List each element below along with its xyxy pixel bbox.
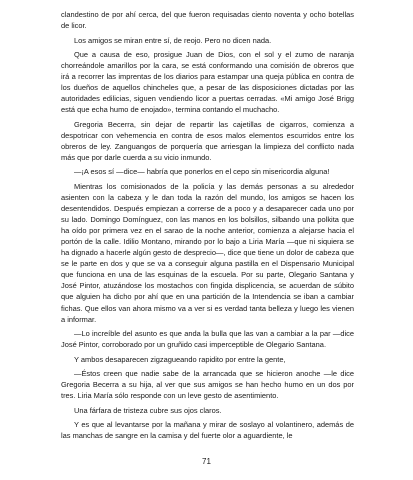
paragraph-6: Mientras los comisionados de la policía y las demás personas a su alrededor asienten con la cabeza y le dan toda la razón del mundo, los amigos se hacen los desentendidos. Después empiezan a correrse de a poco y a desaparecer cada uno por su lado. Domingo Domínguez, con las manos en los bolsillos, silbando una polkita que ha oído por primera vez en el sarao de la noche anterior, comienza a alejarse hacia el portón de la calle. Idilio Montano, mirando por lo bajo a Liria María —que ni siquiera se ha dignado a hacerle algún gesto de desprecio—, dice que tiene un dolor de cabeza que se le parte en dos y que se va a conseguir alguna pastilla en el Dispensario Municipal que funciona en una de las esquinas de la escuela. Por su parte, Olegario Santana y José Pintor, atuzándose los mostachos con fingida displicencia, se acuerdan de súbito que alguien ha dicho por ahí que en una partición de la Intendencia se iban a cambiar fichas. Que ellos van ahora mismo va a ver si es verdad tanta belleza y luego les vienen a informar. — [61, 181, 354, 324]
paragraph-10: Una fárfara de tristeza cubre sus ojos claros. — [74, 405, 222, 415]
page-number: 71 — [202, 457, 211, 466]
paragraph-9: —Éstos creen que nadie sabe de la arrancada que se hicieron anoche —le dice Gregoria Becerra a su hija, al ver que sus amigos se han hecho humo en un dos por tres. Liria María sólo responde con un leve gesto de asentimiento. — [61, 369, 354, 401]
paragraph-2: Los amigos se miran entre sí, de reojo. Pero no dicen nada. — [74, 35, 272, 45]
paragraph-7: —Lo increíble del asunto es que anda la bulla que las van a cambiar a la par —dice José Pintor, corroborado por un gruñido casi imperceptible de Olegario Santana. — [61, 329, 354, 350]
paragraph-5: —¡A esos sí —dice— habría que ponerlos en el cepo sin misericordia alguna! — [74, 167, 330, 177]
body-text — [61, 9, 354, 445]
paragraph-8: Y ambos desaparecen zigzagueando rapidito por entre la gente, — [74, 354, 286, 364]
paragraph-4: Gregoria Becerra, sin dejar de repartir las cajetillas de cigarros, comienza a despotricar con vehemencia en contra de esos malos elementos escurridos entre los obreros de ley. Zanguangos de porquería que arriesgan la limpieza del conflicto nada más que por darle cuerda a su vicio inmundo. — [61, 119, 354, 162]
paragraph-3: Que a causa de eso, prosigue Juan de Dios, con el sol y el zumo de naranja chorreándole amarillos por la cara, se está conformando una comisión de obreros que irá a recorrer las imprentas de los diarios para estampar una queja pública en contra de los dueños de aquellos chincheles que, a pesar de las disposiciones dictadas por las autoridades edilicias, siguen vendiendo licor a puertas cerradas. «Mi amigo José Brigg está que echa humo de enojado», termina contando el muchacho. — [61, 49, 354, 115]
paragraph-11: Y es que al levantarse por la mañana y mirar de soslayo al volantinero, además de las manchas de sangre en la camisa y del fuerte olor a aguardiente, le — [61, 420, 354, 441]
paragraph-1: clandestino de por ahí cerca, del que fueron requisadas ciento noventa y ocho botellas de licor. — [61, 10, 354, 31]
